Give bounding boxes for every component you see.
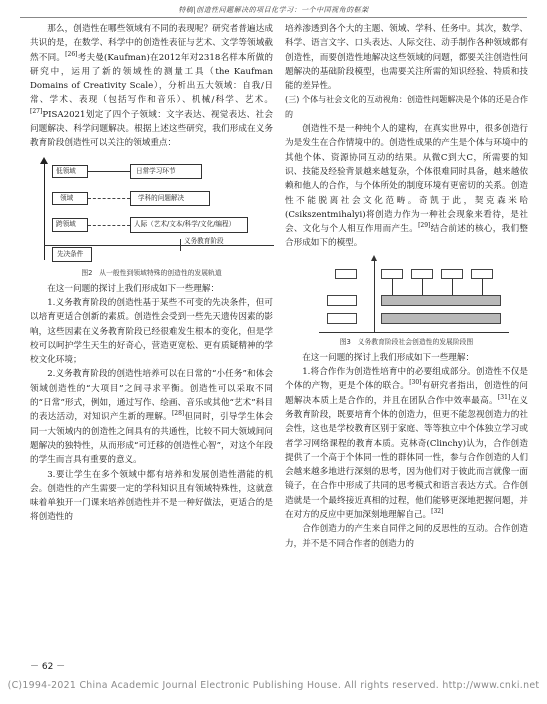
diagram-box	[441, 269, 463, 279]
connector-dashed	[88, 225, 130, 226]
diagram-box	[335, 269, 357, 279]
baseline	[319, 332, 509, 333]
stage-label: 义务教育阶段	[184, 236, 224, 245]
paragraph: 1.将合作作为创造性培育中的必要组成部分。创造性不仅是个体的产物，更是个体的联合。[30]有研究者指出，创造性的问题解决本质上是合作的，并且在团队合作中效率最高。[31]在义务教育阶段，既要培育个体的创造力，但更不能忽视创造力的社会性，这也是学校教育区别于家庭、等等独立中个体独立学习或者学习网络课程的教育本质。克林奇(Clinchy)认为，合作创造提供了一个高于个体同一性的群体同一性，参与合作创造的人们会越来越多地进行深刻的思考，因为他们对于彼此而言就像一面镜子，在合作中形成了共同的思考模式和语言表达方式。合作创造就是一个最终接近真相的过程，他们能够更深地把握问题，并在对方的反应中更加深刻地理解自己。[32]	[285, 367, 528, 521]
diagram-box	[411, 269, 433, 279]
paragraph: 1.义务教育阶段的创造性基于某些不可变的先决条件，但可以培育更适合创新的素质。创造性会受到一些先天遗传因素的影响，这些因素在义务教育阶段已经很难发生根本的变化，但是学校可以呵护学生天生的好奇心，营造更宽松、更有质疑精神的学校文化环境；	[30, 297, 273, 366]
paragraph: 在这一问题的探讨上我们形成如下一些理解：	[302, 352, 475, 363]
box-daily-learning-label: 日常学习环节	[136, 166, 176, 175]
left-column	[30, 22, 273, 525]
paragraph: 2.义务教育阶段的创造性培养可以在日常的“小任务”和体会领域创造性的“大项目”之间寻求平衡。创造性可以采取不同的“日常”形式，例如，通过写作、绘画、音乐或其他“艺术”科目的表达活动，对知识产生新的理解。[28]但同时，引导学生体会同一大领域内的创造性之间具有的共通性，比较不同大领域间问题解决的独特性，从而形成“可迁移的创造性心智”，对这个年段的学生而言具有重要的意义。	[30, 369, 273, 466]
section-subheading: (三) 个体与社会文化的互动视角：创造性问题解决是个体的还是合作的	[285, 95, 528, 119]
figure-2-trajectory-diagram	[30, 157, 273, 266]
connector-dashed	[88, 198, 130, 199]
paragraph: 培养渗透到各个大的主题、领域、学科、任务中。其次，数学、科学、语言文字、口头表达、人际交往、动手制作各种领域都有创造性，而要创造性地解决这些领域的问题，都要关注创造性问题解决的基础阶段模型，也需要关注所需的知识经验、特质和技能的差异性。	[285, 24, 528, 92]
box-low-domain-label: 低领域	[56, 166, 76, 175]
figure-2-caption: 图2 从一般性到领域特殊的创造性的发展轨道	[81, 268, 222, 277]
connector	[482, 279, 483, 295]
paragraph: 那么，创造性在哪些领域有不同的表现呢？研究者普遍达成共识的是，在数学、科学中的创造性表征与艺术、文学等领域截然不同。[26]考夫曼(Kaufman)在2012年对2318名样本所做的研究中，运用了新的领域性的测量工具（the Kaufman Domains of Creativity Scale），分析出五大领域：自我/日常、学术、表现（包括写作和音乐）、机械/科学、艺术。[27]PISA2021划定了四个子领域：文字表达、视觉表达、社会问题解决、科学问题解决。根据上述这些研究，我们形成在义务教育阶段创造性可以关注的领域重点：	[30, 24, 273, 149]
box-subject-label: 学科的问题解决	[138, 193, 185, 202]
connector	[452, 279, 453, 295]
right-column	[285, 22, 528, 551]
box-interpersonal-label: 人际（艺术/文本/科学/文化/编程）	[134, 219, 236, 228]
box-domain-label: 领域	[60, 193, 74, 202]
paragraph: 在这一问题的探讨上我们形成如下一些理解：	[47, 283, 220, 294]
box-prerequisite-label: 先决条件	[57, 249, 84, 258]
paragraph: 3.要让学生在多个领域中都有培养和发展创造性潜能的机会。创造性的产生需要一定的学科知识且有领域特殊性，这就意味着单独开一门课来培养创造性并不是一种好做法，更适合的是将创造性的	[30, 469, 273, 523]
figure-3-stage-diagram	[285, 255, 528, 335]
paragraph: 合作创造力的产生来自同伴之间的反思性的互动。合作创造力，并不是不同合作者的创造力的	[285, 524, 528, 549]
diagram-box	[381, 269, 403, 279]
page-number: － 62 －	[30, 662, 66, 672]
box-cross-domain-label: 跨领域	[56, 219, 76, 228]
stage-marker	[180, 239, 181, 251]
running-header: 特稿|创造性问题解决的项目化学习：一个中国视角的框架	[20, 5, 527, 18]
paragraph: 创造性不是一种纯个人的建构，在真实世界中，很多创造行为是发生在合作情境中的。创造性成果的产生是个体与环境中的其他个体、资源协同互动的结果。从微C到大C，所需要的知识、技能及经验背景越来越复杂，个体很难同时具备，越来越依赖和他人的合作，与个体所处的制度环境有更密切的关系。创造性不能脱离社会文化范畴。奇凯于此，契克森米哈(Csikszentmihalyi)将创造力作为一种社会现象来看待，是社会、文化与个人相互作用而产生。[29]结合前述的核心，我们整合形成如下的模型。	[285, 124, 528, 249]
diagram-box	[471, 269, 493, 279]
diagram-band-gray	[381, 295, 501, 306]
connector	[422, 279, 423, 295]
vertical-axis	[374, 260, 375, 332]
copyright-footer: (C)1994-2021 China Academic Journal Electronic Publishing House. All rights reserved. http://www.cnki.net	[7, 680, 540, 691]
diagram-box	[327, 295, 357, 306]
baseline	[44, 245, 274, 246]
diagram-box	[327, 313, 357, 324]
figure-3-caption: 图3 义务教育阶段社会创造性的发展阶段图	[339, 337, 474, 346]
connector-line	[88, 171, 130, 172]
connector	[392, 279, 393, 295]
diagram-band-gray	[381, 313, 501, 324]
